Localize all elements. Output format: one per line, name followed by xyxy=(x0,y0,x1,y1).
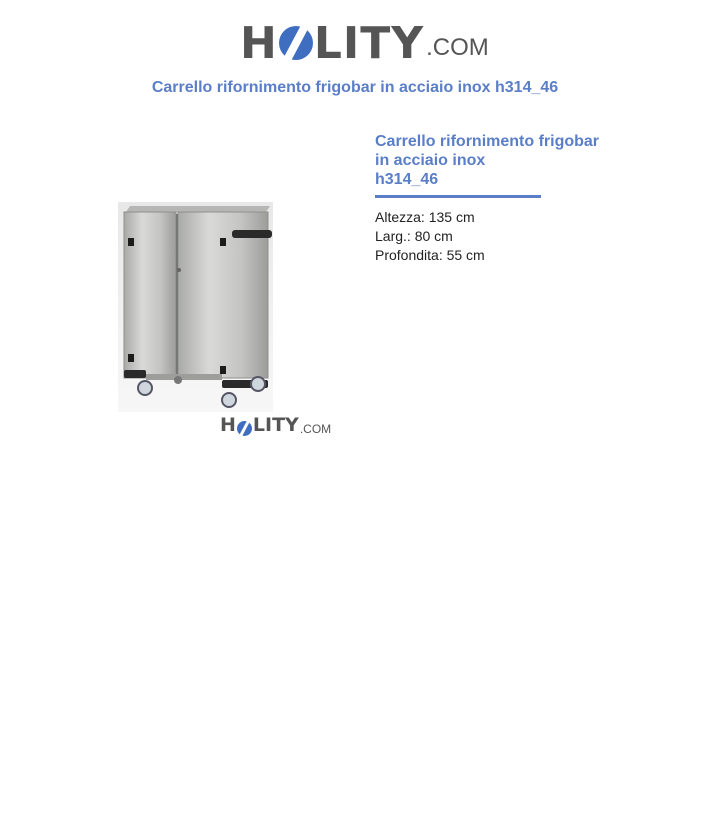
product-title xyxy=(375,132,615,189)
logo-o-icon xyxy=(279,26,313,60)
product-title-line-1: Carrello rifornimento frigobar xyxy=(375,133,600,150)
image-watermark-logo: H LITY .COM xyxy=(220,414,332,436)
spec-height: Altezza: 135 cm xyxy=(375,209,475,225)
logo-wordmark: H LITY xyxy=(240,18,425,69)
page-title: Carrello rifornimento frigobar in acciaio inox h314_46 xyxy=(151,79,559,96)
product-title-line-2: in acciaio inox xyxy=(375,152,486,169)
product-image xyxy=(0,130,345,440)
title-underline xyxy=(375,195,541,198)
watermark-o-icon xyxy=(237,421,252,436)
product-title-line-3: h314_46 xyxy=(375,171,439,188)
site-logo[interactable] xyxy=(240,12,490,68)
spec-width: Larg.: 80 cm xyxy=(375,228,453,244)
logo-dotcom: .COM xyxy=(426,34,489,61)
spec-depth: Profondita: 55 cm xyxy=(375,247,485,263)
product-info xyxy=(375,132,615,265)
